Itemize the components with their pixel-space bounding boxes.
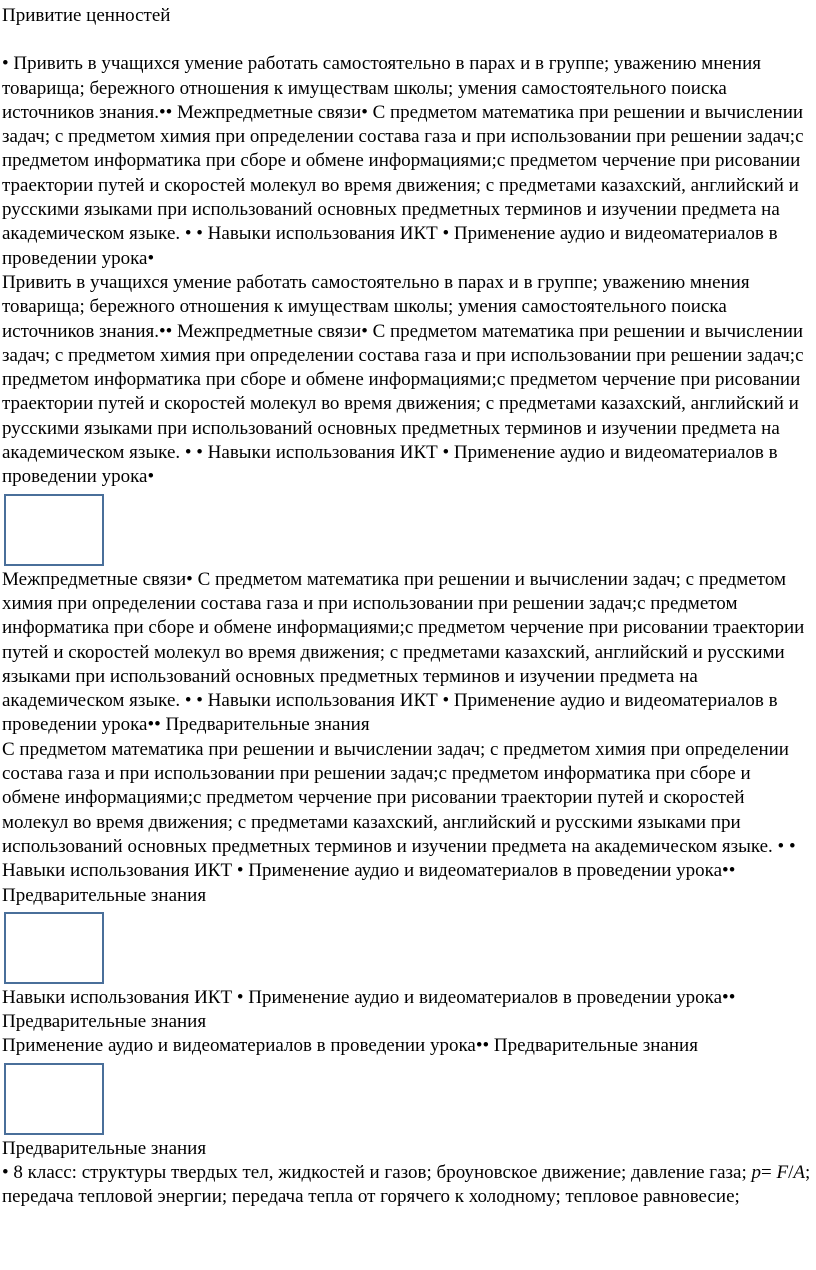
formula-slash: / bbox=[788, 1161, 794, 1183]
paragraph-values-2: Привить в учащихся умение работать самостоятельно в парах и в группе; уважению мнения товарища; бережного отношения к имуществам школы; умения самостоятельного поиска источников знания.•• Межпредметные связи• С предметом математика при решении и вычислении задач; с предметом химия при определении состава газа и при использовании при решении задач;с предметом информатика при сборе и обмене информациями;с предметом черчение при рисовании траектории путей и скоростей молекул во время движения; с предметами казахский, английский и русскими языками при использований основных предметных терминов и изучении предмета на академическом языке. • • Навыки использования ИКТ • Применение аудио и видеоматериалов в проведении урока• bbox=[2, 271, 804, 488]
paragraph-subject-math: С предметом математика при решении и вычислении задач; с предметом химия при определении состава газа и при использовании при решении задач;с предметом информатика при сборе и обмене информациями;с предметом черчение при рисовании траектории путей и скоростей молекул во время движения; с предметами казахский, английский и русскими языками при использований основных предметных терминов и изучении предмета на академическом языке. • • Навыки использования ИКТ • Применение аудио и видеоматериалов в проведении урока•• Предварительные знания bbox=[2, 738, 796, 906]
formula-a: A bbox=[793, 1161, 805, 1183]
bullet-icon: • bbox=[2, 1161, 9, 1183]
formula-f: F bbox=[776, 1161, 789, 1183]
prior-knowledge-text-a: 8 класс: структуры твердых тел, жидкостей и газов; броуновское движение; давление газа; bbox=[8, 1161, 752, 1183]
formula-p: p bbox=[751, 1161, 761, 1183]
prior-knowledge-text-b: ; передача тепловой энергии; передача тепла от горячего к холодному; тепловое равновесие; bbox=[2, 1161, 811, 1208]
paragraph-audio-video: Применение аудио и видеоматериалов в проведении урока•• Предварительные знания bbox=[2, 1035, 698, 1057]
paragraph-intersubject-links: Межпредметные связи• С предметом математика при решении и вычислении задач; с предметом химия при определении состава газа и при использовании при решении задач;с предметом информатика при сборе и обмене информациями;с предметом черчение при рисовании траектории путей и скоростей молекул во время движения; с предметами казахский, английский и русскими языками при использований основных предметных терминов и изучении предмета на академическом языке. • • Навыки использования ИКТ • Применение аудио и видеоматериалов в проведении урока•• Предварительные знания bbox=[2, 568, 805, 736]
document-title: Привитие ценностей bbox=[2, 5, 171, 26]
empty-frame-1 bbox=[4, 494, 104, 566]
empty-frame-3 bbox=[4, 1063, 104, 1135]
formula-eq: = bbox=[760, 1161, 777, 1183]
paragraph-values-1: • Привить в учащихся умение работать самостоятельно в парах и в группе; уважению мнения товарища; бережного отношения к имуществам школы; умения самостоятельного поиска источников знания.•• Межпредметные связи• С предметом математика при решении и вычислении задач; с предметом химия при определении состава газа и при использовании при решении задач;с предметом информатика при сборе и обмене информациями;с предметом черчение при рисовании траектории путей и скоростей молекул во время движения; с предметами казахский, английский и русскими языками при использований основных предметных терминов и изучении предмета на академическом языке. • • Навыки использования ИКТ • Применение аудио и видеоматериалов в проведении урока• bbox=[2, 53, 804, 269]
heading-prior-knowledge: Предварительные знания bbox=[2, 1137, 207, 1159]
paragraph-ict-skills: Навыки использования ИКТ • Применение аудио и видеоматериалов в проведении урока•• Предварительные знания bbox=[2, 986, 736, 1033]
paragraph-prior-knowledge bbox=[2, 1161, 812, 1210]
blank-line bbox=[2, 28, 812, 52]
empty-frame-2 bbox=[4, 912, 104, 984]
